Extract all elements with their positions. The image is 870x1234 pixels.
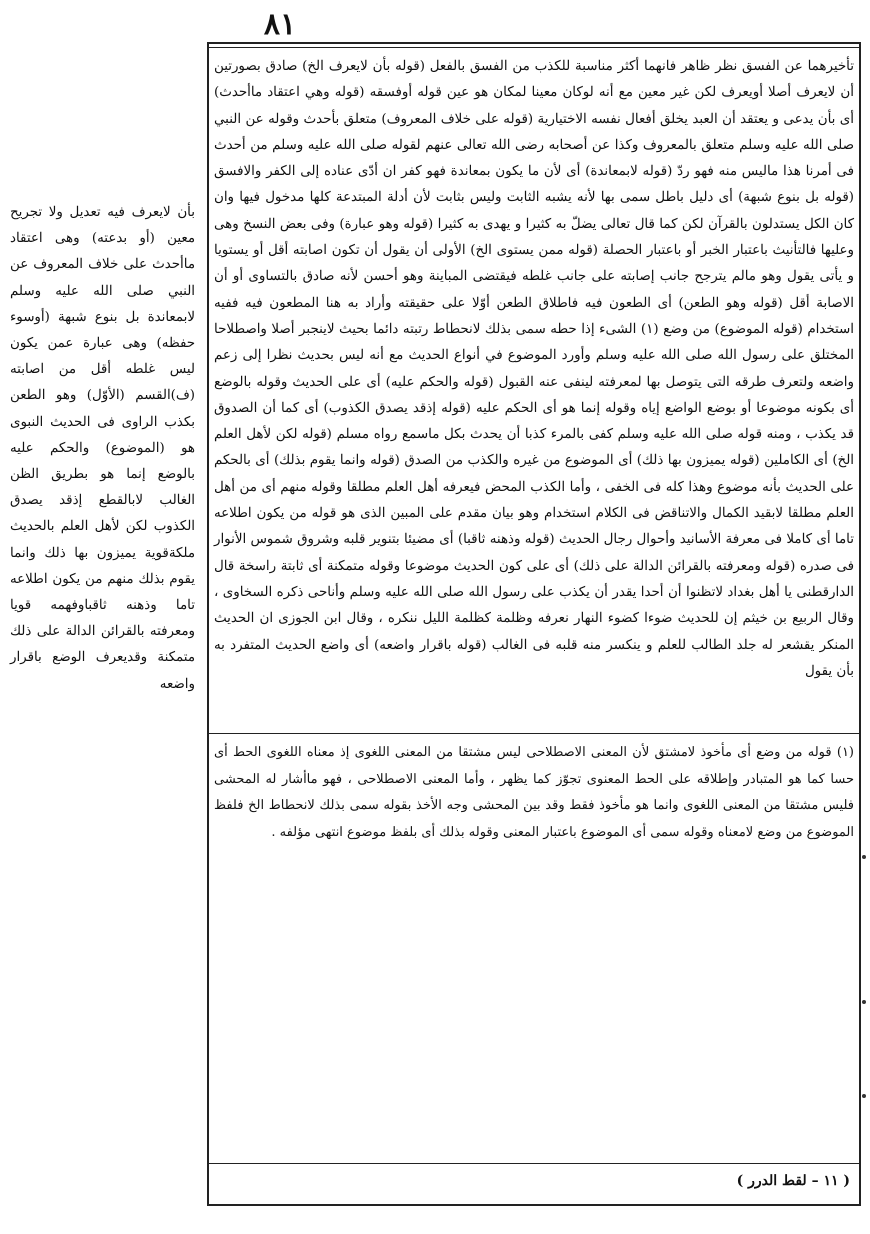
footnote-paragraph: (١) قوله من وضع أى مأخوذ لامشتق لأن المعنى الاصطلاحى ليس مشتقا من المعنى اللغوى إذ معناه اللغوى الحط أى حسا كما هو المتبادر وإطلاقه على الحط المعنوى تجوّز كما يظهر ، وأما المعنى الاصطلاحى ، فهو ماأشار له المحشى فليس مشتقا من المعنى اللغوى وانما هو مأخوذ فقط وقد بين المحشى وجه الأخذ بقوله سمى بذلك لانحطاط الخ فلفظ الموضوع من وضع لامعناه وقوله سمى أى الموضوع باعتبار المعنى وقوله بذلك أى بلفظ موضوع انتهى مؤلفه . (214, 745, 854, 840)
printer-signature: ( ١١ – لقط الدرر ) (736, 1173, 850, 1189)
commentary-paragraph: تأخيرهما عن الفسق نظر ظاهر فانهما أكثر مناسبة للكذب من الفسق بالفعل (قوله بأن لايعرف الخ) صادق بصورتين أن لايعرف أصلا أويعرف لكن غير معين مع أنه لوكان معينا لمكان هو عين قوله أوفسقه (قوله وهي اعتقاد ماأحدث) أى بأن يدعى و يعتقد أن العبد يخلق أفعال نفسه الاختيارية (قوله على خلاف المعروف) متعلق بأحدث وقوله عن النبي صلى الله عليه وسلم متعلق بالمعروف وكذا عن أصحابه رضى الله تعالى عنهم لقوله صلى الله عليه وسلم من أحدث فى أمرنا هذا ماليس منه فهو ردّ (قوله لابمعاندة) أى لأن ما يكون بمعاندة فهو كفر ان أدّى عناده إلى الكفر والافسق (قوله بل بنوع شبهة) أى دليل باطل سمى بها لأنه يشبه الثابت وليس بثابت لأن أدلة المبتدعة كلها مدخول فيها وان كان الكل يستدلون بالقرآن لكن كما قال تعالى يضلّ به كثيرا و يهدى به كثيرا (قوله وهو عبارة) وفى بعض النسخ وهى وعليها فالتأنيث باعتبار الخبر أو باعتبار الحصلة (قوله ممن يستوى الخ) الأولى أن يقول أن تكون اصابته أقل أو يستويا و يأتى يقول وهو مالم يترجح جانب إصابته على جانب غلطه فيقتضى المباينة وهو أحسن لأنه صادق بالتساوى أو أن الاصابة أقل (قوله وهو الطعن) أى الطعون فيه فاطلاق الطعن أوّلا على حقيقته وأراد به هنا المطعون فيه ففيه استخدام (قوله الموضوع) من وضع (١) الشىء إذا حطه سمى بذلك لانحطاط رتبته دائما بحيث لاينجبر أصلا واصطلاحا المختلق على رسول الله صلى الله عليه وسلم وأورد الموضوع في أنواع الحديث مع أنه ليس بحديث نظرا إلى زعم واضعه ولتعرف طرقه التى يتوصل بها لمعرفته لينفى عنه القبول (قوله والحكم عليه) أى على الحديث وقوله بالوضع أى بكونه موضوعا أو بوضع الواضع إياه وقوله إنما هو أى الحكم عليه (قوله إذقد يصدق الكذوب) أى كما أن الصدوق قد يكذب ، ومنه قوله صلى الله عليه وسلم كفى بالمرء كذبا أن يحدث بكل ماسمع رواه مسلم (قوله لكن لأهل العلم الخ) أى الكاملين (قوله يميزون بها ذلك) أى الموضوع من غيره والكذب من الصدق (قوله وانما يقوم بذلك) أى بالحكم على الحديث بأنه موضوع وهذا كله فى الخفى ، وأما الكذب المحض فيعرفه أهل العلم مطلقا وقوله منهم أى من أهل العلم مطلقا لابقيد الكمال والاتناقض فى الكلام استخدام وهو بيان مقدم على المبين الذى هو قوله من يكون اطلاعه تاما أى كاملا فى معرفة الأسانيد وأحوال رجال الحديث (قوله وذهنه ثاقبا) أى مضيئا بتنوير قلبه وشروق شموس الأنوار فى صدره (قوله ومعرفته بالقرائن الدالة على ذلك) أى على كون الحديث موضوعا وقوله متمكنة أى ثابتة راسخة قال الدارقطنى يا أهل بغداد لاتظنوا أن أحدا يقدر أن يكذب على رسول الله صلى الله عليه وسلم وأناحى ذكره السخاوى ، وقال الربيع بن خيثم إن للحديث ضوءا كضوء النهار نعرفه وظلمة كظلمة الليل ننكره ، وقال ابن الجوزى ان الحديث المنكر يقشعر له جلد الطالب للعلم و ينكسر منه قلبه فى الغالب (قوله باقرار واضعه) أى واضع الحديث المتفرد به بأن يقول (214, 59, 854, 679)
commentary-text (214, 54, 854, 685)
footnote (214, 740, 854, 846)
frame-double-rule (207, 47, 861, 48)
margin-dot-mark (862, 1000, 866, 1004)
margin-dot-mark (862, 1094, 866, 1098)
footnote-divider (207, 733, 861, 734)
bottom-divider (207, 1163, 861, 1164)
margin-paragraph: بأن لايعرف فيه تعديل ولا تجريح معين (أو بدعته) وهى اعتقاد ماأحدث على خلاف المعروف عن النبي صلى الله عليه وسلم لابمعاندة بل بنوع شبهة (أوسوء حفظه) وهى عبارة عمن يكون ليس غلطه أقل من اصابته (ف)القسم (الأوّل) وهو الطعن بكذب الراوى فى الحديث النبوى هو (الموضوع) والحكم عليه بالوضع إنما هو بطريق الظن الغالب لابالقطع إذقد يصدق الكذوب لكن لأهل العلم بالحديث ملكةقوية يميزون بها ذلك وانما يقوم بذلك منهم من يكون اطلاعه تاما وذهنه ثاقباوفهمه قويا ومعرفته بالقرائن الدالة على ذلك متمكنة وقديعرف الوضع باقرار واضعه (10, 205, 195, 692)
margin-matn-text (10, 200, 195, 698)
page-number: ٨١ (263, 7, 297, 42)
margin-dot-mark (862, 855, 866, 859)
